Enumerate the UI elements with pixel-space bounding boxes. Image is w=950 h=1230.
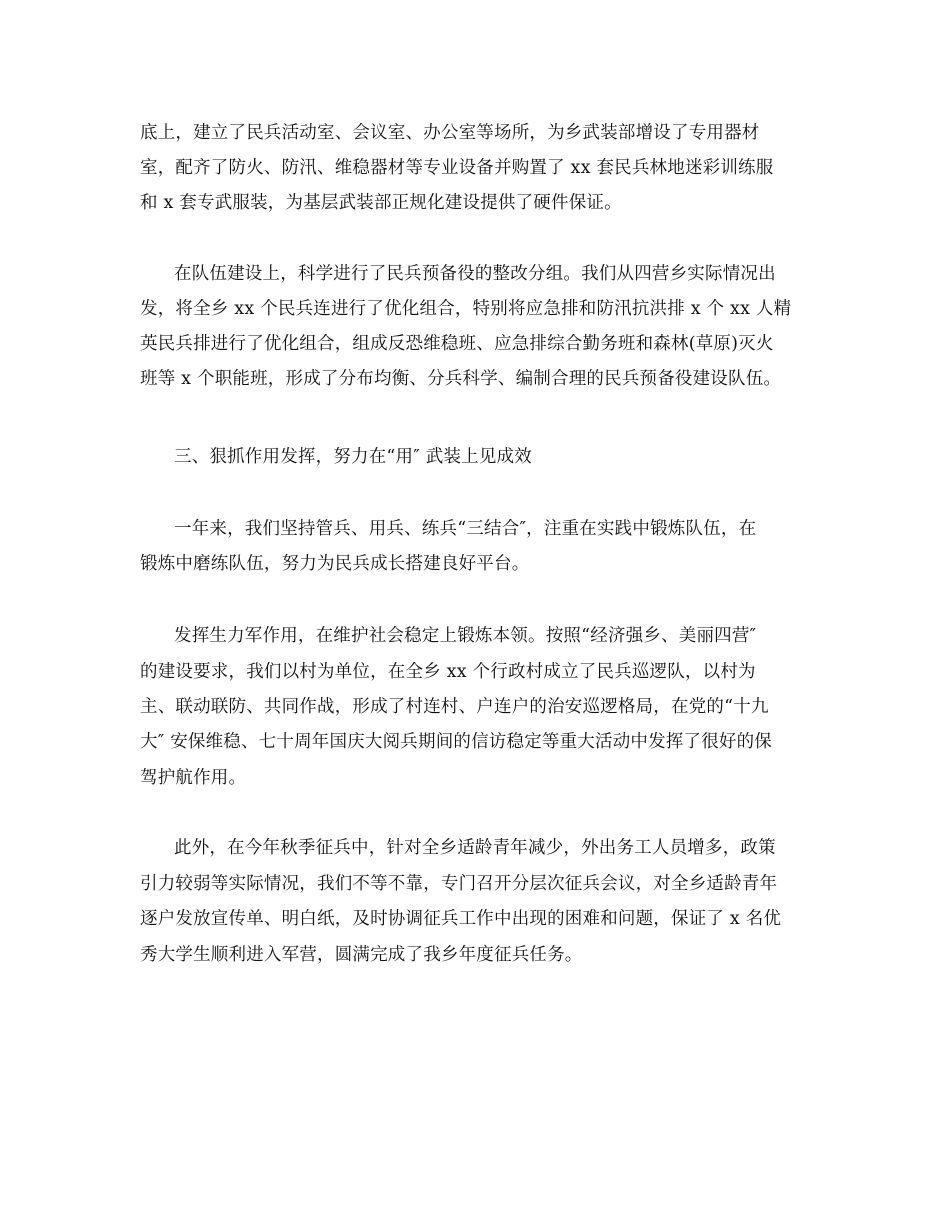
paragraph-5-line-3: 逐户发放宣传单、明白纸，及时协调征兵工作中出现的困难和问题，保证了 x 名优 [140, 909, 782, 929]
paragraph-5-line-2: 引力较弱等实际情况，我们不等不靠，专门召开分层次征兵会议，对全乡适龄青年 [140, 874, 778, 894]
paragraph-3-line-1: 一年来，我们坚持管兵、用兵、练兵“三结合″，注重在实践中锻炼队伍，在 [174, 519, 757, 539]
paragraph-2-line-2: 发，将全乡 xx 个民兵连进行了优化组合，特别将应急排和防汛抗洪排 x 个 xx 人精 [140, 299, 792, 319]
paragraph-4-line-1: 发挥生力军作用，在维护社会稳定上锻炼本领。按照“经济强乡、美丽四营″ [174, 626, 757, 646]
paragraph-4-line-4: 大″ 安保维稳、七十周年国庆大阅兵期间的信访稳定等重大活动中发挥了很好的保 [140, 732, 772, 752]
paragraph-2-line-3: 英民兵排进行了优化组合，组成反恐维稳班、应急排综合勤务班和森林(草原)灭火 [140, 334, 774, 354]
paragraph-5-line-1: 此外，在今年秋季征兵中，针对全乡适龄青年减少，外出务工人员增多，政策 [174, 838, 776, 858]
paragraph-4-line-3: 主、联动联防、共同作战，形成了村连村、户连户的治安巡逻格局，在党的“十九 [140, 697, 769, 717]
paragraph-1-line-3: 和 x 套专武服装，为基层武装部正规化建设提供了硬件保证。 [140, 193, 622, 213]
paragraph-2-line-1: 在队伍建设上，科学进行了民兵预备役的整改分组。我们从四营乡实际情况出 [174, 264, 776, 284]
paragraph-1-line-2: 室，配齐了防火、防汛、维稳器材等专业设备并购置了 xx 套民兵林地迷彩训练服 [140, 158, 774, 178]
paragraph-2-line-4: 班等 x 个职能班，形成了分布均衡、分兵科学、编制合理的民兵预备役建设队伍。 [140, 369, 782, 389]
paragraph-4-line-2: 的建设要求，我们以村为单位，在全乡 xx 个行政村成立了民兵巡逻队，以村为 [140, 662, 756, 682]
section-heading: 三、狠抓作用发挥，努力在“用″ 武装上见成效 [174, 447, 532, 467]
paragraph-1-line-1: 底上，建立了民兵活动室、会议室、办公室等场所，为乡武装部增设了专用器材 [140, 123, 760, 143]
paragraph-4-line-5: 驾护航作用。 [140, 768, 247, 788]
paragraph-3-line-2: 锻炼中磨练队伍，努力为民兵成长搭建良好平台。 [140, 554, 530, 574]
paragraph-5-line-4: 秀大学生顺利进入军营，圆满完成了我乡年度征兵任务。 [140, 945, 583, 965]
